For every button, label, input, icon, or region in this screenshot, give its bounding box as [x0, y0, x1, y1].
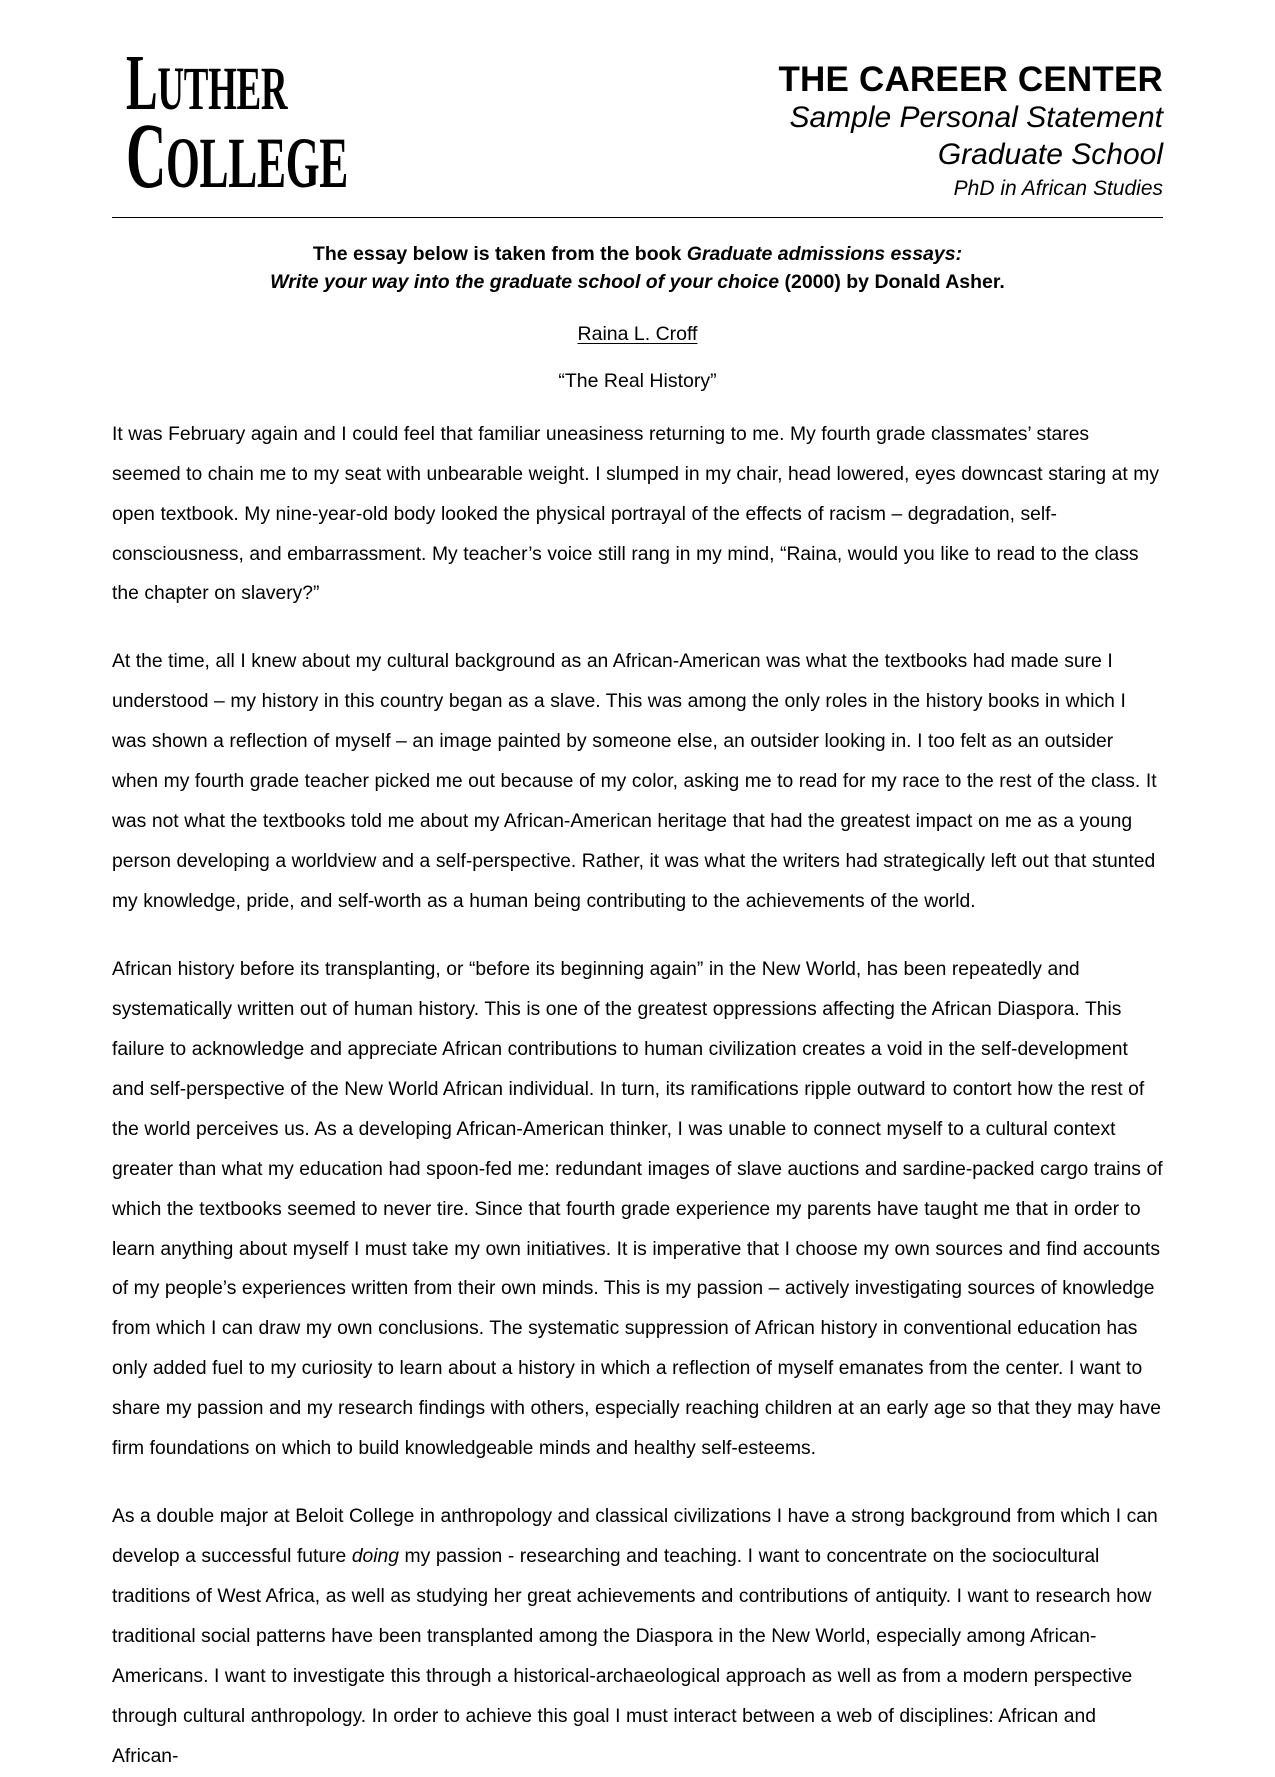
luther-college-logo — [112, 40, 362, 208]
paragraph-2: At the time, all I knew about my cultural background as an African-American was what the textbooks had made sure I understood – my history in this country began as a slave. This was among the only roles in the history books in which I was shown a reflection of myself – an image painted by someone else, an outsider looking in. I too felt as an outsider when my fourth grade teacher picked me out because of my color, asking me to read for my race to the rest of the class. It was not what the textbooks told me about my African-American heritage that had the greatest impact on me as a young person developing a worldview and a self-perspective. Rather, it was what the writers had strategically left out that stunted my knowledge, pride, and self-worth as a human being contributing to the achievements of the world. — [112, 651, 1157, 912]
source-attribution — [198, 240, 1078, 297]
page-header — [0, 0, 1275, 208]
paragraph-3: African history before its transplanting, or “before its beginning again” in the New World, has been repeatedly and systematically written out of human history. This is one of the greatest oppressions affecting the African Diaspora. This failure to acknowledge and appreciate African contributions to human civilization creates a void in the self-development and self-perspective of the New World African individual. In turn, its ramifications ripple outward to contort how the rest of the world perceives us. As a developing African-American thinker, I was unable to connect myself to a cultural context greater than what my education had spoon-fed me: redundant images of slave auctions and sardine-packed cargo trains of which the textbooks seemed to never tire. Since that fourth grade experience my parents have taught me that in order to learn anything about myself I must take my own initiatives. It is imperative that I choose my own sources and find accounts of my people’s experiences written from their own minds. This is my passion – actively investigating sources of knowledge from which I can draw my own conclusions. The systematic suppression of African history in conventional education has only added fuel to my curiosity to learn about a history in which a reflection of myself emanates from the center. I want to share my passion and my research findings with others, especially reaching children at an early age so that they may have firm foundations on which to build knowledgeable minds and healthy self-esteems. — [112, 958, 1163, 1460]
page-title: THE CAREER CENTER — [778, 60, 1163, 99]
essay-title: “The Real History” — [558, 369, 717, 392]
paragraph-1: It was February again and I could feel that familiar uneasiness returning to me. My fourth grade classmates’ stares seemed to chain me to my seat with unbearable weight. I slumped in my chair, head lowered, eyes downcast staring at my open textbook. My nine-year-old body looked the physical portrayal of the effects of racism – degradation, self-consciousness, and embarrassment. My teacher’s voice still rang in my mind, “Raina, would you like to read to the class the chapter on slavery?” — [112, 423, 1159, 605]
attribution-lead-text: The essay below is taken from the book — [312, 243, 687, 266]
logo-text-luther: LUTHER — [126, 40, 288, 127]
header-subtitle-sample-personal-statement: Sample Personal Statement — [789, 101, 1163, 135]
author-byline — [0, 323, 1275, 346]
paragraph-4-part-b: my passion - researching and teaching. I want to concentrate on the sociocultural traditions of West Africa, as well as studying her great achievements and contributions of antiquity. I want to research how traditional social patterns have been transplanted among the Diaspora in the New World, especially among African-Americans. I want to investigate this through a historical-archaeological approach as well as from a modern perspective through cultural anthropology. In order to achieve this goal I must interact between a web of disciplines: African and African- — [112, 1546, 1152, 1767]
attribution-year-author: (2000) by Donald Asher. — [779, 271, 1005, 294]
header-title-block — [362, 44, 1163, 201]
header-subtitle-graduate-school: Graduate School — [937, 137, 1163, 171]
paragraph-4-emphasis-doing: doing — [351, 1546, 399, 1568]
author-name: Raina L. Croff — [577, 322, 698, 345]
book-title-part-1: Graduate admissions essays: — [686, 243, 963, 266]
header-subtitle-phd-african-studies: PhD in African Studies — [953, 176, 1163, 200]
essay-body — [0, 415, 1275, 1777]
paragraph-4-part-a: As a double major at Beloit College in anthropology and classical civilizations I have a strong background from which I can develop a successful future — [112, 1506, 1158, 1568]
header-divider — [112, 217, 1163, 218]
book-title-part-2: Write your way into the graduate school of your choice — [270, 271, 780, 294]
paragraph-4 — [112, 1497, 1163, 1777]
logo-text-college: COLLEGE — [126, 104, 349, 208]
